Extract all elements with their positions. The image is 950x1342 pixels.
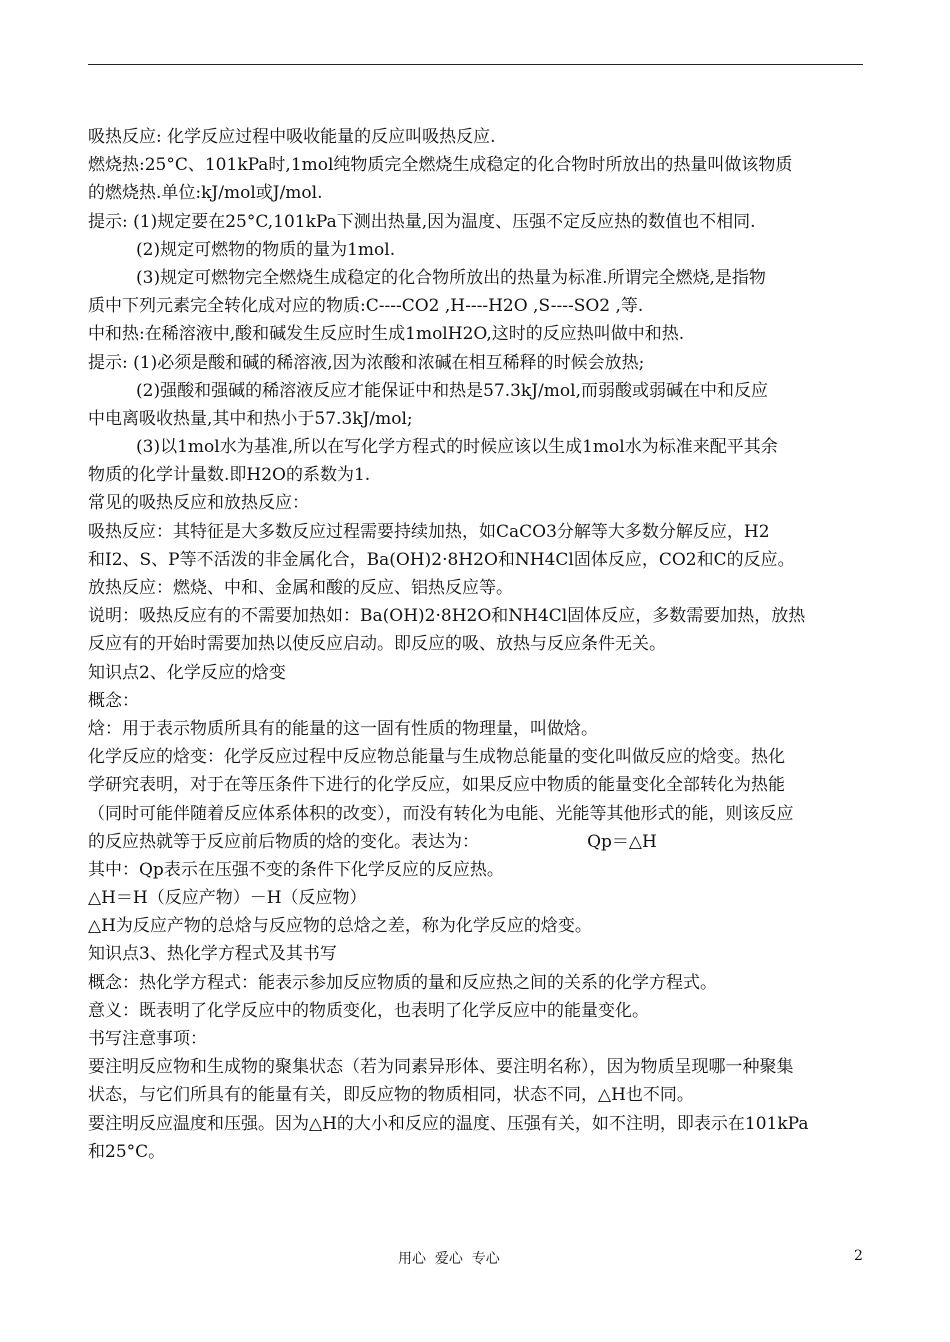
text-line: 概念： xyxy=(88,690,139,711)
text-line: 状态，与它们所具有的能量有关，即反应物的物质相同，状态不同，△H也不同。 xyxy=(88,1085,694,1106)
text-line: 物质的化学计量数.即H2O的系数为1. xyxy=(88,465,371,486)
text-line: 中和热:在稀溶液中,酸和碱发生反应时生成1molH2O,这时的反应热叫做中和热. xyxy=(88,324,685,345)
page-number: 2 xyxy=(854,1248,863,1264)
formula-line: △H＝H（反应产物）－H（反应物） xyxy=(88,888,367,909)
document-body xyxy=(88,123,864,1166)
text-line: (2)强酸和强碱的稀溶液反应才能保证中和热是57.3kJ/mol,而弱酸或弱碱在中和反应 xyxy=(136,380,768,401)
text-line: 概念：热化学方程式：能表示参加反应物质的量和反应热之间的关系的化学方程式。 xyxy=(88,972,717,993)
text-line: 其中：Qp表示在压强不变的条件下化学反应的反应热。 xyxy=(88,859,504,880)
text-line: △H为反应产物的总焓与反应物的总焓之差，称为化学反应的焓变。 xyxy=(88,916,592,937)
text-line: 的反应热就等于反应前后物质的焓的变化。表达为： Qp＝△H xyxy=(88,831,657,852)
text-line: 的燃烧热.单位:kJ/mol或J/mol. xyxy=(88,183,323,204)
text-line: 和25°C。 xyxy=(88,1141,166,1162)
text-line: 焓：用于表示物质所具有的能量的这一固有性质的物理量，叫做焓。 xyxy=(88,718,598,739)
text-line: 要注明反应物和生成物的聚集状态（若为同素异形体、要注明名称），因为物质呈现哪一种聚集 xyxy=(88,1057,794,1078)
text-line: 吸热反应: 化学反应过程中吸收能量的反应叫吸热反应. xyxy=(88,127,496,147)
text-line: （同时可能伴随着反应体系体积的改变），而没有转化为电能、光能等其他形式的能，则该反应 xyxy=(88,803,794,824)
text-line: 反应有的开始时需要加热以使反应启动。即反应的吸、放热与反应条件无关。 xyxy=(88,634,666,655)
text-line: 质中下列元素完全转化成对应的物质:C----CO2 ,H----H2O ,S----SO2 ,等. xyxy=(88,296,644,317)
text-line: 化学反应的焓变：化学反应过程中反应物总能量与生成物总能量的变化叫做反应的焓变。热化 xyxy=(88,747,785,768)
text-line: 书写注意事项： xyxy=(88,1029,207,1049)
text-line: 学研究表明，对于在等压条件下进行的化学反应，如果反应中物质的能量变化全部转化为热能 xyxy=(88,775,785,796)
text-line: (3)以1mol水为基准,所以在写化学方程式的时候应该以生成1mol水为标准来配平其余 xyxy=(136,437,778,458)
text-line: 和I2、S、P等不活泼的非金属化合，Ba(OH)2·8H2O和NH4Cl固体反应，CO2和C的反应。 xyxy=(88,549,795,570)
header-rule xyxy=(88,64,863,65)
text-line: 吸热反应：其特征是大多数反应过程需要持续加热，如CaCO3分解等大多数分解反应，H2 xyxy=(88,521,770,542)
text-line: 提示: (1)规定要在25°C,101kPa下测出热量,因为温度、压强不定反应热的数值也不相同. xyxy=(88,211,756,232)
footer-motto: 用心 爱心 专心 xyxy=(398,1251,500,1267)
page-footer xyxy=(0,1248,950,1272)
text-line: 中电离吸收热量,其中和热小于57.3kJ/mol; xyxy=(88,408,413,429)
text-line: 说明：吸热反应有的不需要加热如：Ba(OH)2·8H2O和NH4Cl固体反应，多数需要加热，放热 xyxy=(88,606,806,627)
text-line: (2)规定可燃物的物质的量为1mol. xyxy=(136,239,396,260)
text-line: (3)规定可燃物完全燃烧生成稳定的化合物所放出的热量为标准.所谓完全燃烧,是指物 xyxy=(136,267,766,288)
text-line: 常见的吸热反应和放热反应： xyxy=(88,493,309,514)
text-line: 要注明反应温度和压强。因为△H的大小和反应的温度、压强有关，如不注明，即表示在101kPa xyxy=(88,1113,809,1134)
text-line: 提示: (1)必须是酸和碱的稀溶液,因为浓酸和浓碱在相互稀释的时候会放热; xyxy=(88,352,645,373)
text-line: 燃烧热:25°C、101kPa时,1mol纯物质完全燃烧生成稳定的化合物时所放出的热量叫做该物质 xyxy=(88,155,793,176)
text-line: 放热反应：燃烧、中和、金属和酸的反应、铝热反应等。 xyxy=(88,578,513,598)
section-heading: 知识点3、热化学方程式及其书写 xyxy=(88,944,337,965)
text-line: 意义：既表明了化学反应中的物质变化，也表明了化学反应中的能量变化。 xyxy=(88,1000,649,1021)
section-heading: 知识点2、化学反应的焓变 xyxy=(88,662,286,683)
